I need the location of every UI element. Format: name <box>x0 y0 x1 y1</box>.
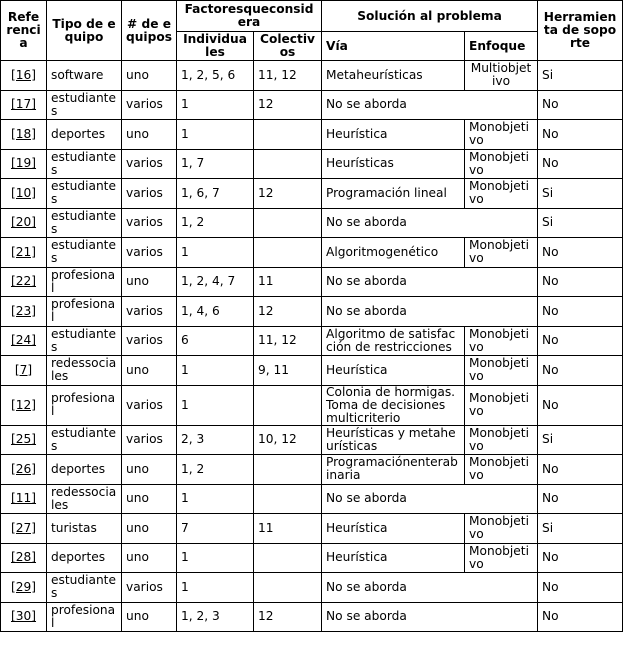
cell-via: No se aborda <box>322 602 538 632</box>
cell-tipo-equipo: estudiantes <box>47 573 122 603</box>
table-row <box>1 425 623 455</box>
table-row <box>1 90 623 120</box>
cell-num-equipos: uno <box>122 455 177 485</box>
cell-referencia <box>1 356 47 386</box>
reference-link[interactable]: [23] <box>10 303 37 318</box>
cell-individuales: 2, 3 <box>177 425 254 455</box>
cell-via: Heurística <box>322 514 465 544</box>
reference-link[interactable]: [7] <box>14 362 33 377</box>
table-row <box>1 514 623 544</box>
table-body <box>1 61 623 632</box>
cell-individuales: 7 <box>177 514 254 544</box>
cell-num-equipos: varios <box>122 425 177 455</box>
header-colectivos: Colectivos <box>254 32 322 61</box>
cell-referencia <box>1 425 47 455</box>
cell-tipo-equipo: turistas <box>47 514 122 544</box>
cell-tipo-equipo: redessociales <box>47 484 122 514</box>
cell-herramienta: No <box>538 238 623 268</box>
cell-referencia <box>1 90 47 120</box>
cell-num-equipos: uno <box>122 484 177 514</box>
cell-individuales: 1 <box>177 90 254 120</box>
reference-link[interactable]: [17] <box>10 97 37 112</box>
table-row <box>1 484 623 514</box>
cell-enfoque: Monobjetivo <box>465 120 538 150</box>
reference-link[interactable]: [19] <box>10 156 37 171</box>
cell-individuales: 1 <box>177 484 254 514</box>
cell-enfoque: Monobjetivo <box>465 326 538 356</box>
header-individuales: Individuales <box>177 32 254 61</box>
cell-num-equipos: varios <box>122 90 177 120</box>
cell-herramienta: No <box>538 149 623 179</box>
cell-via: No se aborda <box>322 90 538 120</box>
cell-individuales: 1 <box>177 238 254 268</box>
cell-referencia <box>1 543 47 573</box>
table-row <box>1 120 623 150</box>
cell-herramienta: Si <box>538 61 623 91</box>
cell-via: Algoritmo de satisfacción de restricciones <box>322 326 465 356</box>
table-row <box>1 385 623 425</box>
cell-tipo-equipo: redessociales <box>47 356 122 386</box>
cell-individuales: 1, 2, 4, 7 <box>177 267 254 297</box>
cell-enfoque: Monobjetivo <box>465 543 538 573</box>
cell-herramienta: No <box>538 602 623 632</box>
reference-link[interactable]: [25] <box>10 432 37 447</box>
table-row <box>1 179 623 209</box>
cell-num-equipos: varios <box>122 208 177 238</box>
header-referencia: Referencia <box>1 1 47 61</box>
cell-herramienta: Si <box>538 179 623 209</box>
cell-referencia <box>1 120 47 150</box>
cell-via: Metaheurísticas <box>322 61 465 91</box>
cell-colectivos: 10, 12 <box>254 425 322 455</box>
cell-individuales: 1, 2 <box>177 208 254 238</box>
cell-via: Algoritmogenético <box>322 238 465 268</box>
cell-colectivos <box>254 573 322 603</box>
cell-tipo-equipo: estudiantes <box>47 326 122 356</box>
cell-tipo-equipo: deportes <box>47 543 122 573</box>
reference-link[interactable]: [27] <box>10 520 37 535</box>
table-header <box>1 1 623 61</box>
cell-num-equipos: varios <box>122 573 177 603</box>
cell-enfoque: Monobjetivo <box>465 385 538 425</box>
cell-via: No se aborda <box>322 267 538 297</box>
header-tipo-equipo: Tipo de equipo <box>47 1 122 61</box>
cell-herramienta: No <box>538 484 623 514</box>
cell-referencia <box>1 326 47 356</box>
cell-enfoque: Multiobjetivo <box>465 61 538 91</box>
cell-tipo-equipo: profesional <box>47 267 122 297</box>
header-via: Vía <box>322 32 465 61</box>
cell-colectivos <box>254 484 322 514</box>
cell-individuales: 1, 4, 6 <box>177 297 254 327</box>
cell-referencia <box>1 385 47 425</box>
cell-colectivos <box>254 385 322 425</box>
cell-individuales: 6 <box>177 326 254 356</box>
header-num-equipos: # de equipos <box>122 1 177 61</box>
cell-enfoque: Monobjetivo <box>465 425 538 455</box>
reference-link[interactable]: [24] <box>10 333 37 348</box>
cell-num-equipos: uno <box>122 120 177 150</box>
reference-link[interactable]: [20] <box>10 215 37 230</box>
cell-tipo-equipo: software <box>47 61 122 91</box>
cell-via: Heurística <box>322 120 465 150</box>
reference-link[interactable]: [30] <box>10 609 37 624</box>
cell-tipo-equipo: estudiantes <box>47 90 122 120</box>
cell-colectivos: 11 <box>254 514 322 544</box>
cell-colectivos <box>254 120 322 150</box>
cell-enfoque: Monobjetivo <box>465 238 538 268</box>
header-enfoque: Enfoque <box>465 32 538 61</box>
cell-tipo-equipo: estudiantes <box>47 179 122 209</box>
cell-herramienta: No <box>538 297 623 327</box>
table-row <box>1 543 623 573</box>
cell-individuales: 1 <box>177 120 254 150</box>
cell-via: Colonia de hormigas. Toma de decisiones multicriterio <box>322 385 465 425</box>
cell-tipo-equipo: profesional <box>47 297 122 327</box>
table-row <box>1 455 623 485</box>
cell-enfoque: Monobjetivo <box>465 455 538 485</box>
cell-colectivos <box>254 149 322 179</box>
cell-individuales: 1 <box>177 543 254 573</box>
header-herramienta: Herramienta de soporte <box>538 1 623 61</box>
cell-referencia <box>1 455 47 485</box>
cell-via: Programación lineal <box>322 179 465 209</box>
cell-colectivos <box>254 208 322 238</box>
table-row <box>1 297 623 327</box>
cell-individuales: 1, 2 <box>177 455 254 485</box>
cell-num-equipos: varios <box>122 326 177 356</box>
cell-herramienta: No <box>538 573 623 603</box>
cell-colectivos <box>254 543 322 573</box>
cell-tipo-equipo: estudiantes <box>47 208 122 238</box>
cell-herramienta: No <box>538 267 623 297</box>
reference-link[interactable]: [22] <box>10 274 37 289</box>
cell-tipo-equipo: estudiantes <box>47 238 122 268</box>
reference-link[interactable]: [21] <box>10 244 37 259</box>
cell-num-equipos: varios <box>122 149 177 179</box>
cell-herramienta: No <box>538 356 623 386</box>
cell-colectivos: 11, 12 <box>254 61 322 91</box>
cell-colectivos: 12 <box>254 297 322 327</box>
cell-num-equipos: uno <box>122 543 177 573</box>
table-row <box>1 149 623 179</box>
table-row <box>1 61 623 91</box>
cell-individuales: 1, 7 <box>177 149 254 179</box>
cell-referencia <box>1 484 47 514</box>
cell-herramienta: Si <box>538 514 623 544</box>
cell-num-equipos: varios <box>122 385 177 425</box>
cell-referencia <box>1 238 47 268</box>
cell-colectivos <box>254 455 322 485</box>
cell-colectivos: 12 <box>254 602 322 632</box>
cell-colectivos: 11 <box>254 267 322 297</box>
header-solucion: Solución al problema <box>322 1 538 32</box>
reference-link[interactable]: [28] <box>10 550 37 565</box>
header-factores: Factoresqueconsidera <box>177 1 322 32</box>
cell-tipo-equipo: deportes <box>47 120 122 150</box>
table-row <box>1 326 623 356</box>
cell-referencia <box>1 514 47 544</box>
table-row <box>1 356 623 386</box>
cell-individuales: 1, 2, 3 <box>177 602 254 632</box>
cell-via: No se aborda <box>322 208 538 238</box>
cell-num-equipos: varios <box>122 297 177 327</box>
cell-enfoque: Monobjetivo <box>465 356 538 386</box>
reference-link[interactable]: [12] <box>10 397 37 412</box>
cell-via: Heurística <box>322 543 465 573</box>
reference-link[interactable]: [16] <box>10 67 37 82</box>
cell-tipo-equipo: estudiantes <box>47 149 122 179</box>
cell-referencia <box>1 149 47 179</box>
cell-referencia <box>1 208 47 238</box>
cell-individuales: 1, 6, 7 <box>177 179 254 209</box>
cell-individuales: 1 <box>177 356 254 386</box>
cell-enfoque: Monobjetivo <box>465 514 538 544</box>
cell-herramienta: No <box>538 455 623 485</box>
reference-link[interactable]: [18] <box>10 126 37 141</box>
cell-via: Heurística <box>322 356 465 386</box>
cell-tipo-equipo: profesional <box>47 602 122 632</box>
cell-herramienta: Si <box>538 208 623 238</box>
cell-enfoque: Monobjetivo <box>465 179 538 209</box>
cell-colectivos <box>254 238 322 268</box>
cell-herramienta: No <box>538 385 623 425</box>
cell-referencia <box>1 297 47 327</box>
cell-via: Programaciónenterabinaria <box>322 455 465 485</box>
reference-link[interactable]: [26] <box>10 461 37 476</box>
cell-colectivos: 12 <box>254 90 322 120</box>
cell-via: No se aborda <box>322 484 538 514</box>
cell-enfoque: Monobjetivo <box>465 149 538 179</box>
cell-tipo-equipo: deportes <box>47 455 122 485</box>
cell-individuales: 1 <box>177 385 254 425</box>
cell-herramienta: No <box>538 326 623 356</box>
cell-herramienta: No <box>538 90 623 120</box>
cell-colectivos: 12 <box>254 179 322 209</box>
table-row <box>1 238 623 268</box>
cell-individuales: 1 <box>177 573 254 603</box>
cell-referencia <box>1 573 47 603</box>
reference-link[interactable]: [29] <box>10 579 37 594</box>
cell-herramienta: Si <box>538 425 623 455</box>
cell-via: Heurísticas <box>322 149 465 179</box>
cell-herramienta: No <box>538 543 623 573</box>
reference-link[interactable]: [10] <box>10 185 37 200</box>
cell-num-equipos: uno <box>122 61 177 91</box>
cell-num-equipos: uno <box>122 356 177 386</box>
reference-link[interactable]: [11] <box>10 491 37 506</box>
table-row <box>1 267 623 297</box>
cell-tipo-equipo: estudiantes <box>47 425 122 455</box>
cell-via: No se aborda <box>322 297 538 327</box>
cell-referencia <box>1 602 47 632</box>
cell-num-equipos: varios <box>122 238 177 268</box>
cell-via: No se aborda <box>322 573 538 603</box>
cell-num-equipos: varios <box>122 179 177 209</box>
cell-herramienta: No <box>538 120 623 150</box>
cell-referencia <box>1 179 47 209</box>
cell-referencia <box>1 267 47 297</box>
cell-colectivos: 11, 12 <box>254 326 322 356</box>
cell-num-equipos: uno <box>122 514 177 544</box>
cell-individuales: 1, 2, 5, 6 <box>177 61 254 91</box>
cell-num-equipos: uno <box>122 602 177 632</box>
table-row <box>1 208 623 238</box>
table-row <box>1 602 623 632</box>
cell-via: Heurísticas y metaheurísticas <box>322 425 465 455</box>
cell-colectivos: 9, 11 <box>254 356 322 386</box>
cell-referencia <box>1 61 47 91</box>
table-row <box>1 573 623 603</box>
cell-num-equipos: uno <box>122 267 177 297</box>
cell-tipo-equipo: profesional <box>47 385 122 425</box>
